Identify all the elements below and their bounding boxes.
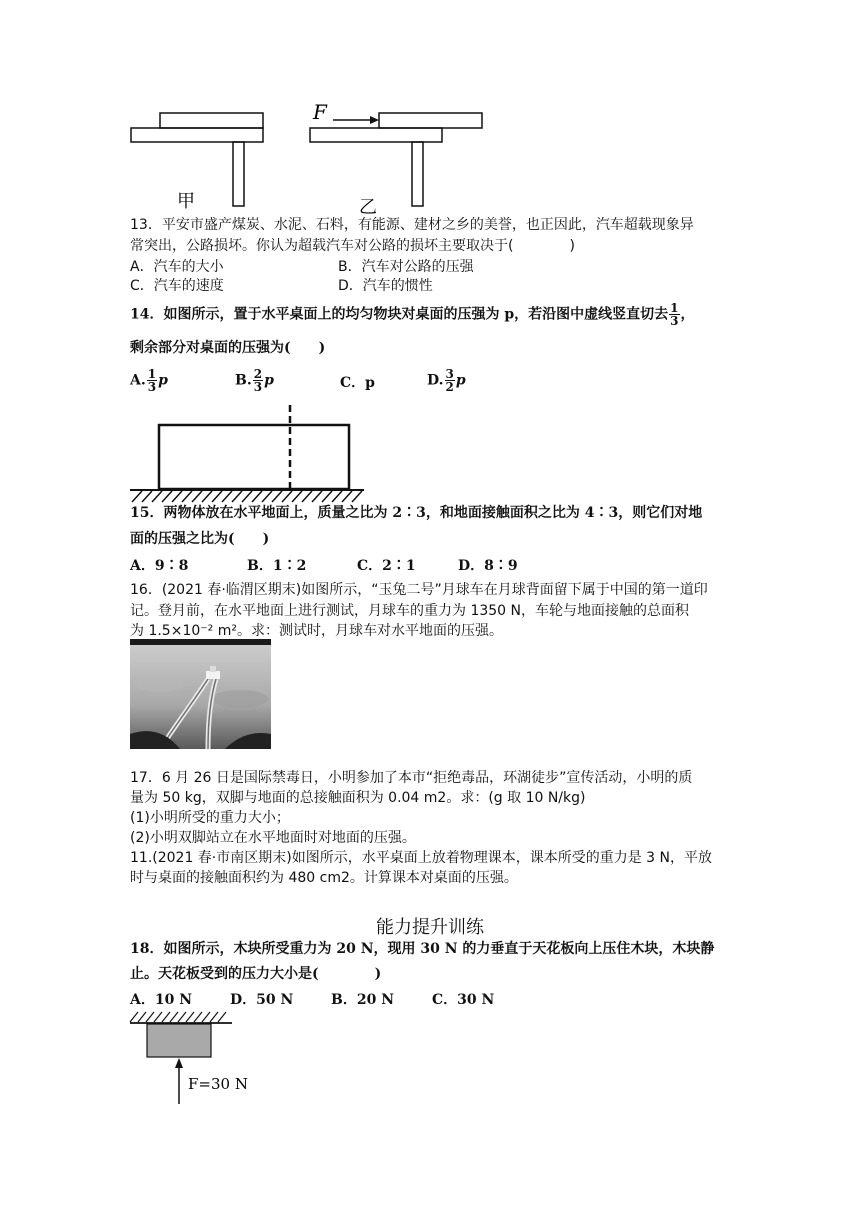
q18-force-label: F=30 N xyxy=(188,1075,248,1093)
ceiling-hatching xyxy=(130,1012,226,1022)
q15-option-c: C．2∶1 xyxy=(357,558,416,574)
q16-rover-photo xyxy=(130,639,271,749)
q13-line2: 常突出，公路损坏。你认为超载汽车对公路的损坏主要取决于( ) xyxy=(130,238,575,254)
jia-table-leg xyxy=(233,142,244,206)
q14-option-d: D. $\frac{3}{2}$ p xyxy=(427,367,466,394)
q18-ceiling-figure xyxy=(128,1008,268,1108)
force-label: F xyxy=(313,100,327,124)
section-title: 能力提升训练 xyxy=(376,917,484,938)
q15-line2: 面的压强之比为( ) xyxy=(130,531,270,547)
label-jia: 甲 xyxy=(177,191,195,212)
q14-line1-text: 14．如图所示，置于水平桌面上的均匀物块对桌面的压强为 p，若沿图中虚线竖直切去 xyxy=(130,306,669,323)
yi-table-leg xyxy=(412,142,423,206)
q17-line4: (2)小明双脚站立在水平地面时对地面的压强。 xyxy=(130,830,416,846)
q16-line3: 为 1.5×10⁻² m²。求：测试时，月球车对水平地面的压强。 xyxy=(130,623,503,639)
wood-block xyxy=(147,1024,211,1057)
q16-line1: 16．(2021 春·临渭区期末)如图所示，“玉兔二号”月球车在月球背面留下属于中国的第一道印 xyxy=(130,582,708,598)
q18-option-b: B．20 N xyxy=(331,992,394,1008)
q18-line1: 18．如图所示，木块所受重力为 20 N，现用 30 N 的力垂直于天花板向上压住木块，木块静 xyxy=(130,941,715,957)
q18-line2: 止。天花板受到的压力大小是( ) xyxy=(130,966,382,982)
q14-block xyxy=(159,425,349,489)
jia-top-board xyxy=(160,113,263,128)
q14-option-b: B. $\frac{2}{3}$ p xyxy=(235,367,274,394)
q18-option-c: C．30 N xyxy=(432,992,495,1008)
q14-option-c: C．p xyxy=(340,375,375,391)
figure-jia-yi xyxy=(125,95,495,220)
q11-line1: 11.(2021 春·市南区期末)如图所示，水平桌面上放着物理课本，课本所受的重力是 3 N，平放 xyxy=(130,850,712,866)
q15-option-b: B．1∶2 xyxy=(247,558,307,574)
q14-option-a: A. $\frac{1}{3}$ p xyxy=(130,367,168,394)
q13-option-d: D．汽车的惯性 xyxy=(338,278,433,294)
yi-top-board xyxy=(379,113,482,128)
jia-table-top xyxy=(131,128,263,142)
q11-line2: 时与桌面的接触面积约为 480 cm2。计算课本对桌面的压强。 xyxy=(130,870,518,886)
rover-icon xyxy=(206,671,220,679)
q14-block-figure xyxy=(128,402,368,504)
q17-line3: (1)小明所受的重力大小； xyxy=(130,810,290,826)
label-yi: 乙 xyxy=(359,197,377,218)
q14-fraction: $\frac{1}{3}$ xyxy=(670,301,679,328)
q17-line1: 17．6 月 26 日是国际禁毒日，小明参加了本市“拒绝毒品，环湖徒步”宣传活动，小明的质 xyxy=(130,770,693,786)
q13-option-c: C．汽车的速度 xyxy=(130,278,224,294)
q15-line1: 15．两物体放在水平地面上，质量之比为 2∶3，和地面接触面积之比为 4∶3，则它们对地 xyxy=(130,505,703,521)
q17-line2: 量为 50 kg，双脚与地面的总接触面积为 0.04 m2。求：(g 取 10 N/kg) xyxy=(130,790,586,806)
q16-line2: 记。登月前，在水平地面上进行测试，月球车的重力为 1350 N，车轮与地面接触的总面积 xyxy=(130,603,689,619)
q13-line1: 13．平安市盛产煤炭、水泥、石料，有能源、建材之乡的美誉，也正因此，汽车超载现象异 xyxy=(130,217,694,233)
q18-option-a: A．10 N xyxy=(130,992,193,1008)
q13-option-a: A．汽车的大小 xyxy=(130,259,224,275)
q15-option-d: D．8∶9 xyxy=(458,558,518,574)
q15-option-a: A．9∶8 xyxy=(130,558,189,574)
yi-table-top xyxy=(310,128,442,142)
q14-hatching xyxy=(132,491,362,502)
q18-option-d: D．50 N xyxy=(230,992,294,1008)
q13-option-b: B．汽车对公路的压强 xyxy=(338,259,474,275)
q14-line2: 剩余部分对桌面的压强为( ) xyxy=(130,340,326,356)
q14-line1: 14．如图所示，置于水平桌面上的均匀物块对桌面的压强为 p，若沿图中虚线竖直切去 $\frac{1}{3}$ ， xyxy=(130,301,695,328)
